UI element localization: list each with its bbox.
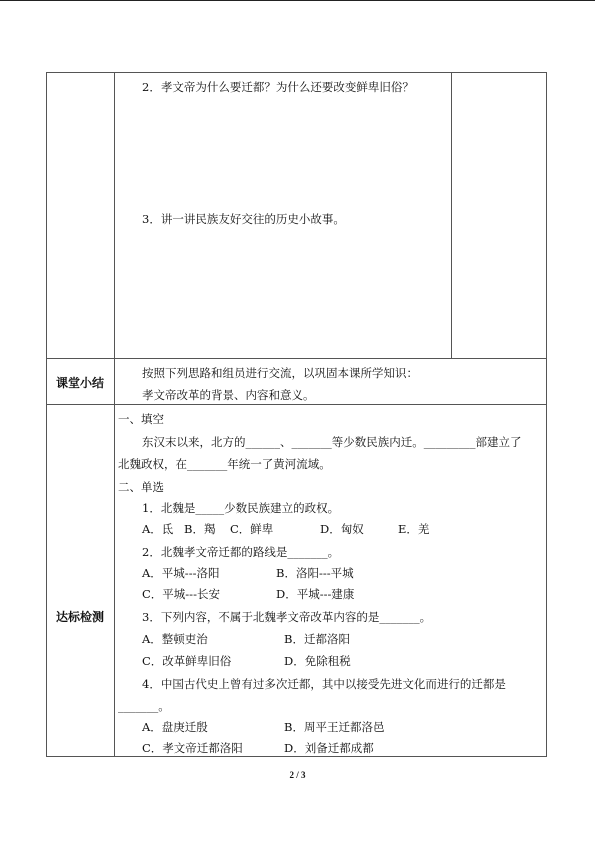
summary-label: 课堂小结 xyxy=(55,376,104,390)
fill-line-1: 东汉末以来，北方的______、_______等少数民族内迁。_________部建立了 xyxy=(142,435,522,449)
q2-option-b: B．洛阳---平城 xyxy=(276,566,354,580)
table-border-top xyxy=(46,72,547,73)
question-2-text: 2．孝文帝为什么要迁都？为什么还要改变鲜卑旧俗？ xyxy=(142,80,414,94)
q3-option-c: C．改革鲜卑旧俗 xyxy=(142,654,232,668)
q2-option-d: D．平城---建康 xyxy=(276,587,355,601)
q1-option-d: D．匈奴 xyxy=(320,522,364,536)
table-border-bottom xyxy=(46,756,547,757)
single-q4-line-2: _______。 xyxy=(118,699,170,713)
page-number: 2 / 3 xyxy=(289,770,306,780)
single-q3: 3．下列内容，不属于北魏孝文帝改革内容的是_______。 xyxy=(142,610,432,624)
q1-option-b: B．羯 xyxy=(184,522,216,536)
q1-option-a: A．氐 xyxy=(142,522,174,536)
question-3-text: 3．讲一讲民族友好交往的历史小故事。 xyxy=(142,212,345,226)
single-q4-line-1: 4．中国古代史上曾有过多次迁都，其中以接受先进文化而进行的迁都是 xyxy=(142,677,506,691)
q4-option-a: A．盘庚迁殷 xyxy=(142,720,208,734)
fill-heading: 一、填空 xyxy=(118,412,164,426)
q2-option-a: A．平城---洛阳 xyxy=(142,566,220,580)
single-q1: 1．北魏是_____少数民族建立的政权。 xyxy=(142,501,340,515)
table-border-left xyxy=(46,72,47,757)
table-row-divider-1 xyxy=(46,358,547,359)
table-border-right xyxy=(546,72,547,757)
page-top-rule xyxy=(0,0,595,1)
summary-line-1: 按照下列思路和组员进行交流，以巩固本课所学知识： xyxy=(142,366,418,380)
q3-option-d: D．免除租税 xyxy=(284,654,351,668)
q4-option-c: C．孝文帝迁都洛阳 xyxy=(142,741,243,755)
table-divider-notes xyxy=(451,72,452,358)
test-label: 达标检测 xyxy=(55,610,104,624)
q3-option-a: A．整顿吏治 xyxy=(142,632,208,646)
table-row-divider-2 xyxy=(46,404,547,405)
q4-option-b: B．周平王迁都洛邑 xyxy=(284,720,385,734)
single-heading: 二、单选 xyxy=(118,480,164,494)
single-q2: 2．北魏孝文帝迁都的路线是_______。 xyxy=(142,545,340,559)
q1-option-e: E．羌 xyxy=(398,522,430,536)
q2-option-c: C．平城---长安 xyxy=(142,587,220,601)
fill-line-2: 北魏政权，在_______年统一了黄河流域。 xyxy=(118,457,331,471)
q3-option-b: B．迁都洛阳 xyxy=(284,632,350,646)
q4-option-d: D．刘备迁都成都 xyxy=(284,741,374,755)
summary-line-2: 孝文帝改革的背景、内容和意义。 xyxy=(142,388,315,402)
table-divider-label xyxy=(114,72,115,757)
q1-option-c: C．鲜卑 xyxy=(230,522,274,536)
